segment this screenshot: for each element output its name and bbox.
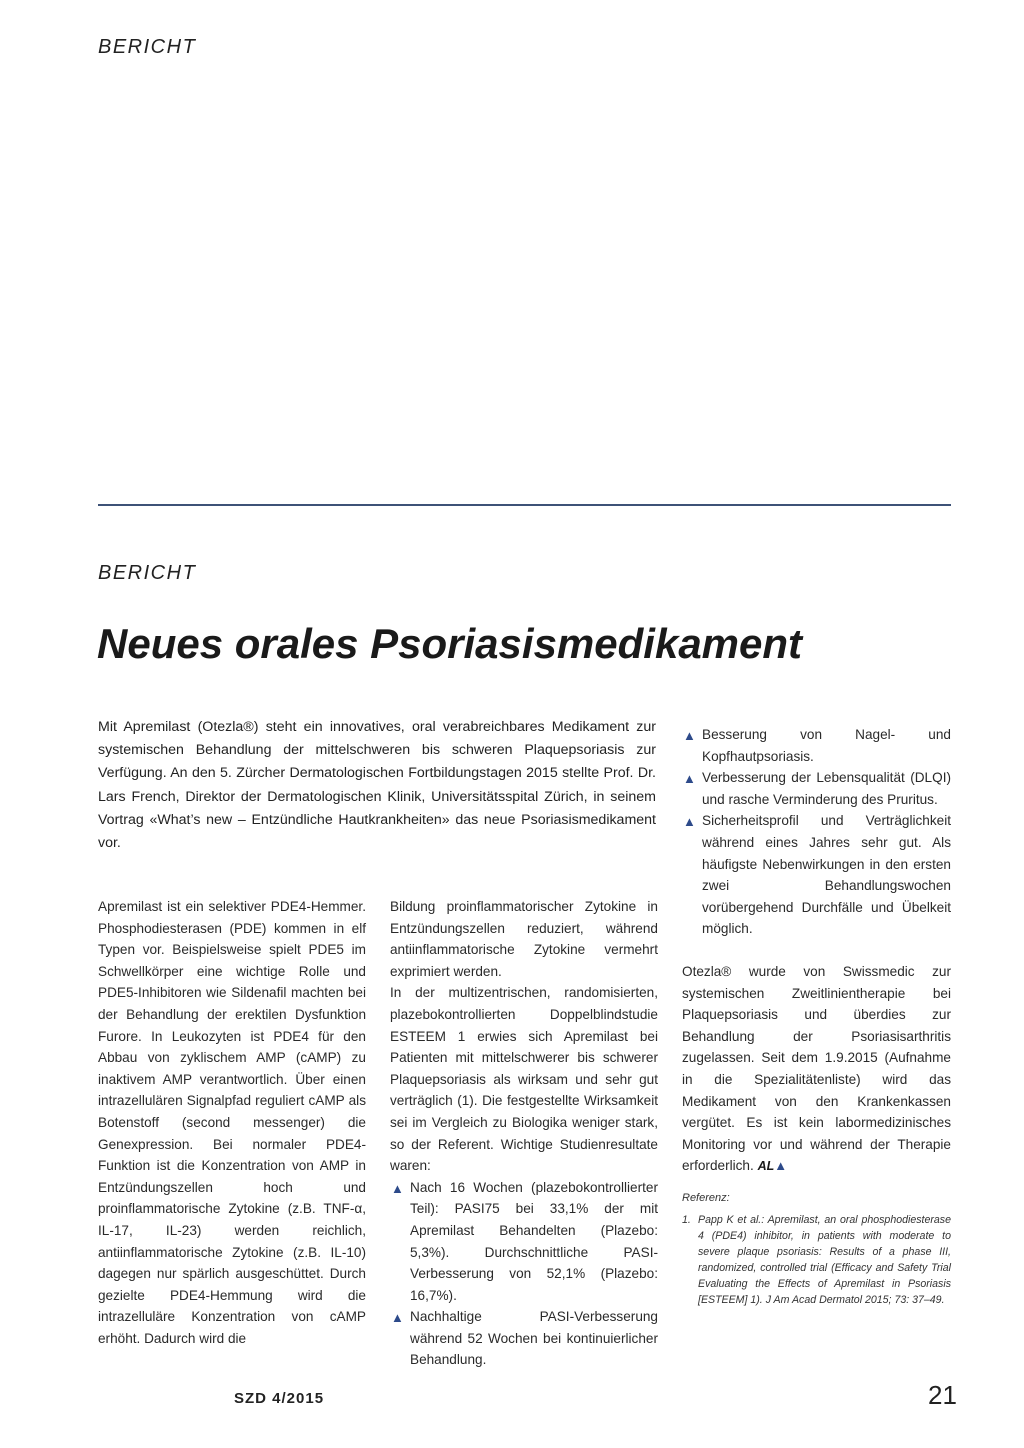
results-list [390, 1177, 658, 1371]
running-head: BERICHT [98, 36, 197, 58]
reference-item [682, 1212, 951, 1308]
reference-text: Papp K et al.: Apremilast, an oral phosphodiesterase 4 (PDE4) inhibitor, in patients with moderate to severe plaque psoriasis: Results of a phase III, randomized, controlled trial (Efficacy and Safety Trial Evaluating the Effects of Apremilast in Psoriasis [ESTEEM] 1). J Am Acad Dermatol 2015; 73: 37–49. [698, 1214, 951, 1306]
author-sign: AL [757, 1159, 775, 1174]
article-lead: Mit Apremilast (Otezla®) steht ein innovatives, oral verabreichbares Medikament zur systemischen Behandlung der mittelschweren bis schweren Plaquepsoriasis zur Verfügung. An den 5. Zürcher Dermatologischen Fortbildungstagen 2015 stellte Prof. Dr. Lars French, Direktor der Dermatologischen Klinik, Universitätsspital Zürich, in seinem Vortrag «What’s new – Entzündliche Hautkrankheiten» das neue Psoriasismedikament vor. [98, 719, 656, 852]
body-paragraph: Apremilast ist ein selektiver PDE4-Hemmer. Phosphodiesterasen (PDE) kommen in elf Typen vor. Beispielsweise spielt PDE5 im Schwellkörper eine wichtige Rolle und PDE5-Inhibitoren wie Sildenafil machten bei der Behandlung der erektilen Dysfunktion Furore. In Leukozyten ist PDE4 für den Abbau von zyklischem AMP (cAMP) zu inaktivem AMP verantwortlich. Über einen intrazellulären Signalpfad reguliert cAMP als Botenstoff (second messenger) die Genexpression. Bei normaler PDE4-Funktion ist die Konzentration von AMP in Entzündungszellen hoch und proinflammatorische Zytokine (z.B. TNF-α, IL-17, IL-23) werden reichlich, antiinflammatorische Zytokine (z.B. IL-10) dagegen nur spärlich ausgeschüttet. Durch gezielte PDE4-Hemmung wird die intrazelluläre Konzentration von cAMP erhöht. Dadurch wird die [98, 899, 366, 1346]
triangle-bullet-icon: ▲ [683, 728, 696, 743]
body-column-2 [390, 896, 658, 1371]
article-title: Neues orales Psoriasismedikament [97, 620, 803, 667]
list-item [682, 767, 951, 810]
body-paragraph [682, 961, 951, 1178]
page-number: 21 [928, 1380, 957, 1410]
body-column-1 [98, 896, 366, 1349]
references-heading: Referenz: [682, 1192, 730, 1204]
list-item-text: Nach 16 Wochen (plazebokontrollierter Teil): PASI75 bei 33,1% der mit Apremilast Behandelten (Plazebo: 5,3%). Durchschnittliche PASI-Verbesserung von 52,1% (Plazebo: 16,7%). [410, 1179, 658, 1303]
triangle-bullet-icon: ▲ [391, 1180, 404, 1196]
list-item-text: Nachhaltige PASI-Verbesserung während 52 Wochen bei kontinuierlicher Behandlung. [410, 1309, 658, 1368]
list-item-text: Verbesserung der Lebensqualität (DLQI) und rasche Verminderung des Pruritus. [702, 770, 951, 807]
end-triangle-icon: ▲ [774, 1158, 788, 1174]
list-item-text: Sicherheitsprofil und Verträglichkeit während eines Jahres sehr gut. Als häufigste Nebenwirkungen in den ersten zwei Behandlungswochen vorübergehend Durchfälle und Übelkeit möglich. [702, 813, 951, 937]
triangle-bullet-icon: ▲ [683, 814, 696, 830]
section-divider [98, 504, 951, 506]
reference-number: 1. [682, 1214, 691, 1226]
body-paragraph: In der multizentrischen, randomisierten, plazebokontrollierten Doppelblindstudie ESTEEM 1 erwies sich Apremilast bei Patienten mit mittelschwerer bis schwerer Plaquepsoriasis als wirksam und sehr gut verträglich (1). Die festgestellte Wirksamkeit sei im Vergleich zu Biologika weniger stark, so der Referent. Wichtige Studienresultate waren: [390, 985, 658, 1174]
results-list-continued [682, 724, 951, 940]
triangle-bullet-icon: ▲ [683, 771, 696, 787]
list-item-text: Besserung von Nagel- und Kopfhautpsoriasis. [702, 727, 951, 764]
article-kicker: BERICHT [98, 562, 197, 584]
journal-issue: SZD 4/2015 [234, 1390, 325, 1407]
list-item [390, 1306, 658, 1371]
list-item [682, 810, 951, 940]
body-paragraph: Bildung proinflammatorischer Zytokine in Entzündungszellen reduziert, während antiinflammatorische Zytokine vermehrt exprimiert werden. [390, 899, 658, 979]
list-item [390, 1177, 658, 1307]
triangle-bullet-icon: ▲ [391, 1310, 404, 1326]
body-column-3 [682, 724, 951, 1178]
closing-paragraph-text: Otezla® wurde von Swissmedic zur systemischen Zweitlinientherapie bei Plaquepsoriasis und überdies zur Behandlung der Psoriasisarthritis zugelassen. Seit dem 1.9.2015 (Aufnahme in die Spezialitätenliste) wird das Medikament von den Krankenkassen vergütet. Es ist kein labormedizinisches Monitoring vor und während der Therapie erforderlich. [682, 963, 951, 1174]
list-item [682, 724, 951, 767]
